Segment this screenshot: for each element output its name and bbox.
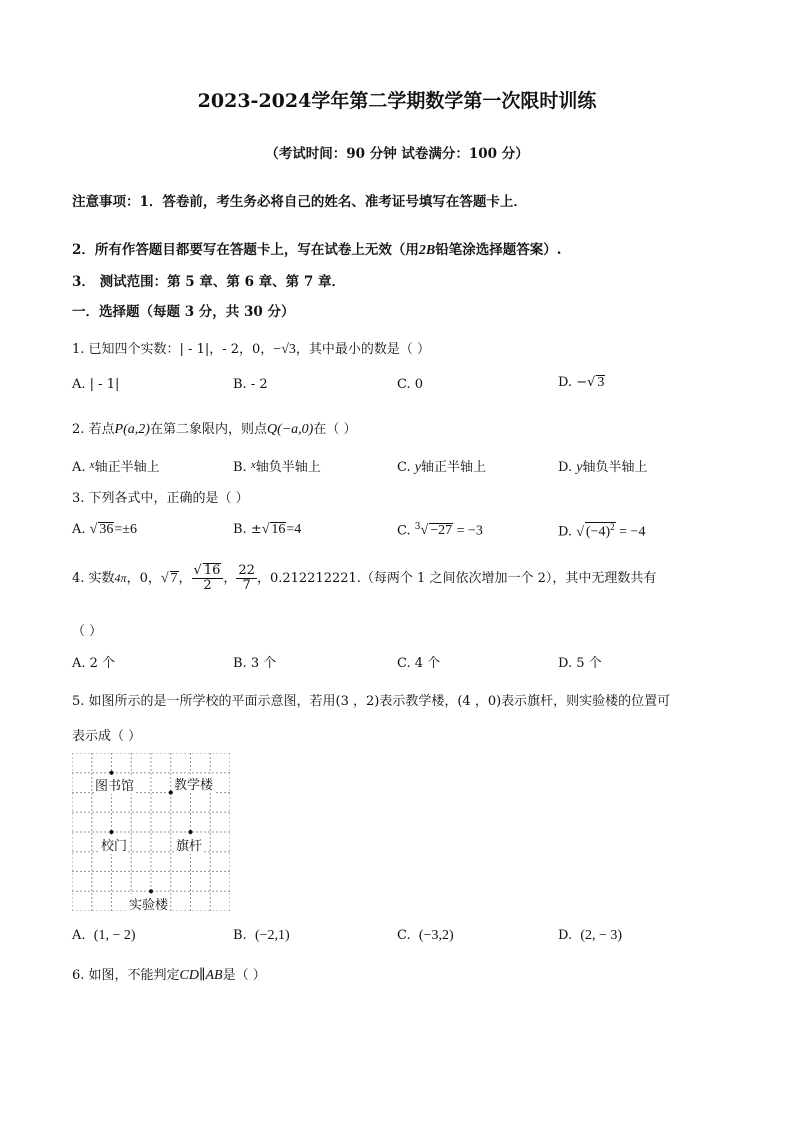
question-2 (72, 418, 356, 438)
q1-d-label: D. − (558, 375, 588, 390)
q3-c-index: 3 (414, 522, 421, 532)
q3-c-radicand: −27 (430, 523, 453, 539)
q2-a-label: A. (72, 460, 86, 475)
q3-option-a: A. √ 36=±6 (72, 522, 137, 537)
q1-d-radicand: 3 (597, 375, 605, 390)
question-4: 4. 实数4π，0，√ 7， $\frac{√ 16}{2}$ ， $\frac{22}{7}$ ，0.212212221.（每两个 1 之间依次增加一个 2），其中无理数共有 (72, 562, 657, 594)
q2-c-text: 轴正半轴上 (420, 460, 486, 475)
note-3: 3． 测试范围：第 5 章、第 6 章、第 7 章． (72, 274, 345, 290)
q4-option-d: D. 5 个 (558, 656, 602, 671)
q5-option-a (72, 928, 136, 944)
q3-option-d: D. √ $(-4)^2 = -4$ (558, 522, 646, 540)
q3-a-label: A. (72, 522, 86, 537)
q1-stem-pre: 1. 已知四个实数：| - 1|，- 2，0， (72, 342, 274, 357)
note-2-pencil: 2B (418, 243, 436, 258)
q1-option-b: B. - 2 (233, 377, 268, 392)
q2-option-d (558, 456, 647, 476)
note-2 (72, 238, 561, 259)
q2-d-label: D. (558, 460, 573, 475)
q5-b-value: (−2,1) (254, 928, 290, 943)
q1-neg-root3: −√3 (273, 342, 296, 357)
q4-stem-line2: （ ） (72, 624, 103, 639)
map-label-library: 图书馆 (94, 775, 135, 794)
q2-d-var: y (576, 460, 583, 475)
q4-4pi: 4π (114, 570, 127, 585)
q3-d-base: (−4) (585, 524, 611, 540)
q5-d-label: D. (558, 928, 573, 943)
q4-option-a: A. 2 个 (72, 656, 116, 671)
q2-b-text: 轴负半轴上 (255, 460, 321, 475)
q4-f1-den: 2 (203, 578, 212, 594)
question-1 (72, 338, 430, 358)
section-heading: 一．选择题（每题 3 分，共 30 分） (72, 304, 295, 320)
q3-a-radicand: 36 (99, 522, 114, 537)
q2-stem-pre: 2. 若点 (72, 422, 115, 437)
q2-option-b (233, 456, 321, 475)
q2-point-p: P(a,2) (114, 422, 150, 437)
question-3: 3. 下列各式中，正确的是（ ） (72, 491, 249, 506)
page-title: 2023-2024学年第二学期数学第一次限时训练 (197, 90, 597, 112)
map-label-gate: 校门 (100, 835, 128, 854)
q3-d-label: D. (558, 524, 573, 540)
q4-f1-radicand: 16 (203, 563, 221, 578)
q2-stem-post: 在（ ） (313, 422, 357, 437)
q5-a-value: (1, − 2) (93, 928, 136, 943)
flagpole-dot (189, 830, 193, 834)
q2-option-c (397, 456, 486, 476)
q4-option-b: B. 3 个 (233, 656, 277, 671)
q5-stem-line2: 表示成（ ） (72, 729, 142, 744)
q2-c-label: C. (397, 460, 411, 475)
q1-stem-post: ，其中最小的数是（ ） (295, 342, 431, 357)
question-5: 5. 如图所示的是一所学校的平面示意图，若用(3 ，2)表示教学楼，(4 ，0)表示旗杆，则实验楼的位置可 (72, 694, 671, 709)
note-2-pre: 2．所有作答题目都要写在答题卡上，写在试卷上无效（用 (72, 242, 419, 258)
q5-c-value: (−3,2) (418, 928, 454, 943)
q6-stem-pre: 6. 如图，不能判定 (72, 968, 180, 983)
q2-stem-mid: 在第二象限内，则点 (149, 422, 267, 437)
school-map (72, 753, 230, 911)
q2-d-text: 轴负半轴上 (582, 460, 648, 475)
q1-option-c: C. 0 (397, 377, 424, 392)
q3-c-rest: = −3 (453, 523, 483, 539)
q4-fraction-root16-over-2: $\frac{√ 16}{2}$ (192, 563, 224, 594)
q3-c-label: C. (397, 523, 411, 539)
q4-f2-den: 7 (242, 577, 251, 593)
q3-d-radicand (585, 522, 616, 540)
map-label-lab: 实验楼 (128, 894, 169, 913)
gate-dot (110, 830, 114, 834)
q4-f2-num: 22 (238, 562, 255, 578)
q3-option-b: B. ±√ 16=4 (233, 522, 302, 537)
q3-option-c: C. $^3$√ −27 = −3 (397, 522, 483, 539)
note-2-post: 铅笔涂选择题答案）. (435, 242, 562, 258)
q5-option-c (397, 928, 454, 944)
q4-sep2: ， (178, 570, 192, 586)
q4-root7: 7 (170, 570, 178, 586)
map-label-teaching: 教学楼 (173, 774, 214, 793)
q2-point-q: Q(−a,0) (266, 422, 314, 437)
q5-a-label: A. (72, 928, 86, 943)
q2-option-a (72, 456, 160, 475)
q3-b-label: B. ± (233, 522, 262, 537)
q5-option-b (233, 928, 290, 944)
q4-stem-post: ，0.212212221.（每两个 1 之间依次增加一个 2），其中无理数共有 (256, 570, 657, 586)
q5-option-d (558, 928, 622, 944)
q4-sep3: ， (223, 570, 237, 586)
q5-c-label: C. (397, 928, 411, 943)
q4-fraction-22-over-7 (236, 564, 257, 594)
q2-b-var: x (250, 459, 256, 471)
q4-sep1: ，0， (126, 570, 161, 586)
q3-b-radicand: 16 (271, 522, 286, 537)
q1-option-d: D. −√ 3 (558, 375, 605, 390)
q3-b-rest: =4 (286, 522, 302, 537)
q1-option-a: A. | - 1| (72, 377, 120, 392)
lab-building-dot (149, 889, 153, 893)
q2-c-var: y (414, 460, 421, 475)
note-1: 注意事项：1．答卷前，考生务必将自己的姓名、准考证号填写在答题卡上． (72, 194, 527, 210)
map-label-flagpole: 旗杆 (175, 835, 203, 854)
q4-option-c: C. 4 个 (397, 656, 441, 671)
q5-b-label: B. (233, 928, 247, 943)
q2-b-label: B. (233, 460, 247, 475)
q2-a-var: x (89, 459, 95, 471)
q3-d-exponent: 2 (610, 522, 615, 532)
exam-info: （考试时间：90 分钟 试卷满分：100 分） (265, 146, 529, 162)
q4-stem-pre: 4. 实数 (72, 570, 115, 586)
question-6 (72, 964, 266, 984)
q3-a-rest: =±6 (114, 522, 137, 537)
q2-a-text: 轴正半轴上 (94, 460, 160, 475)
q6-stem-post: 是（ ） (222, 968, 266, 983)
q5-d-value: (2, − 3) (580, 928, 623, 943)
q6-cd-parallel-ab: CD∥AB (179, 968, 223, 983)
q3-d-rest: = −4 (615, 524, 646, 540)
